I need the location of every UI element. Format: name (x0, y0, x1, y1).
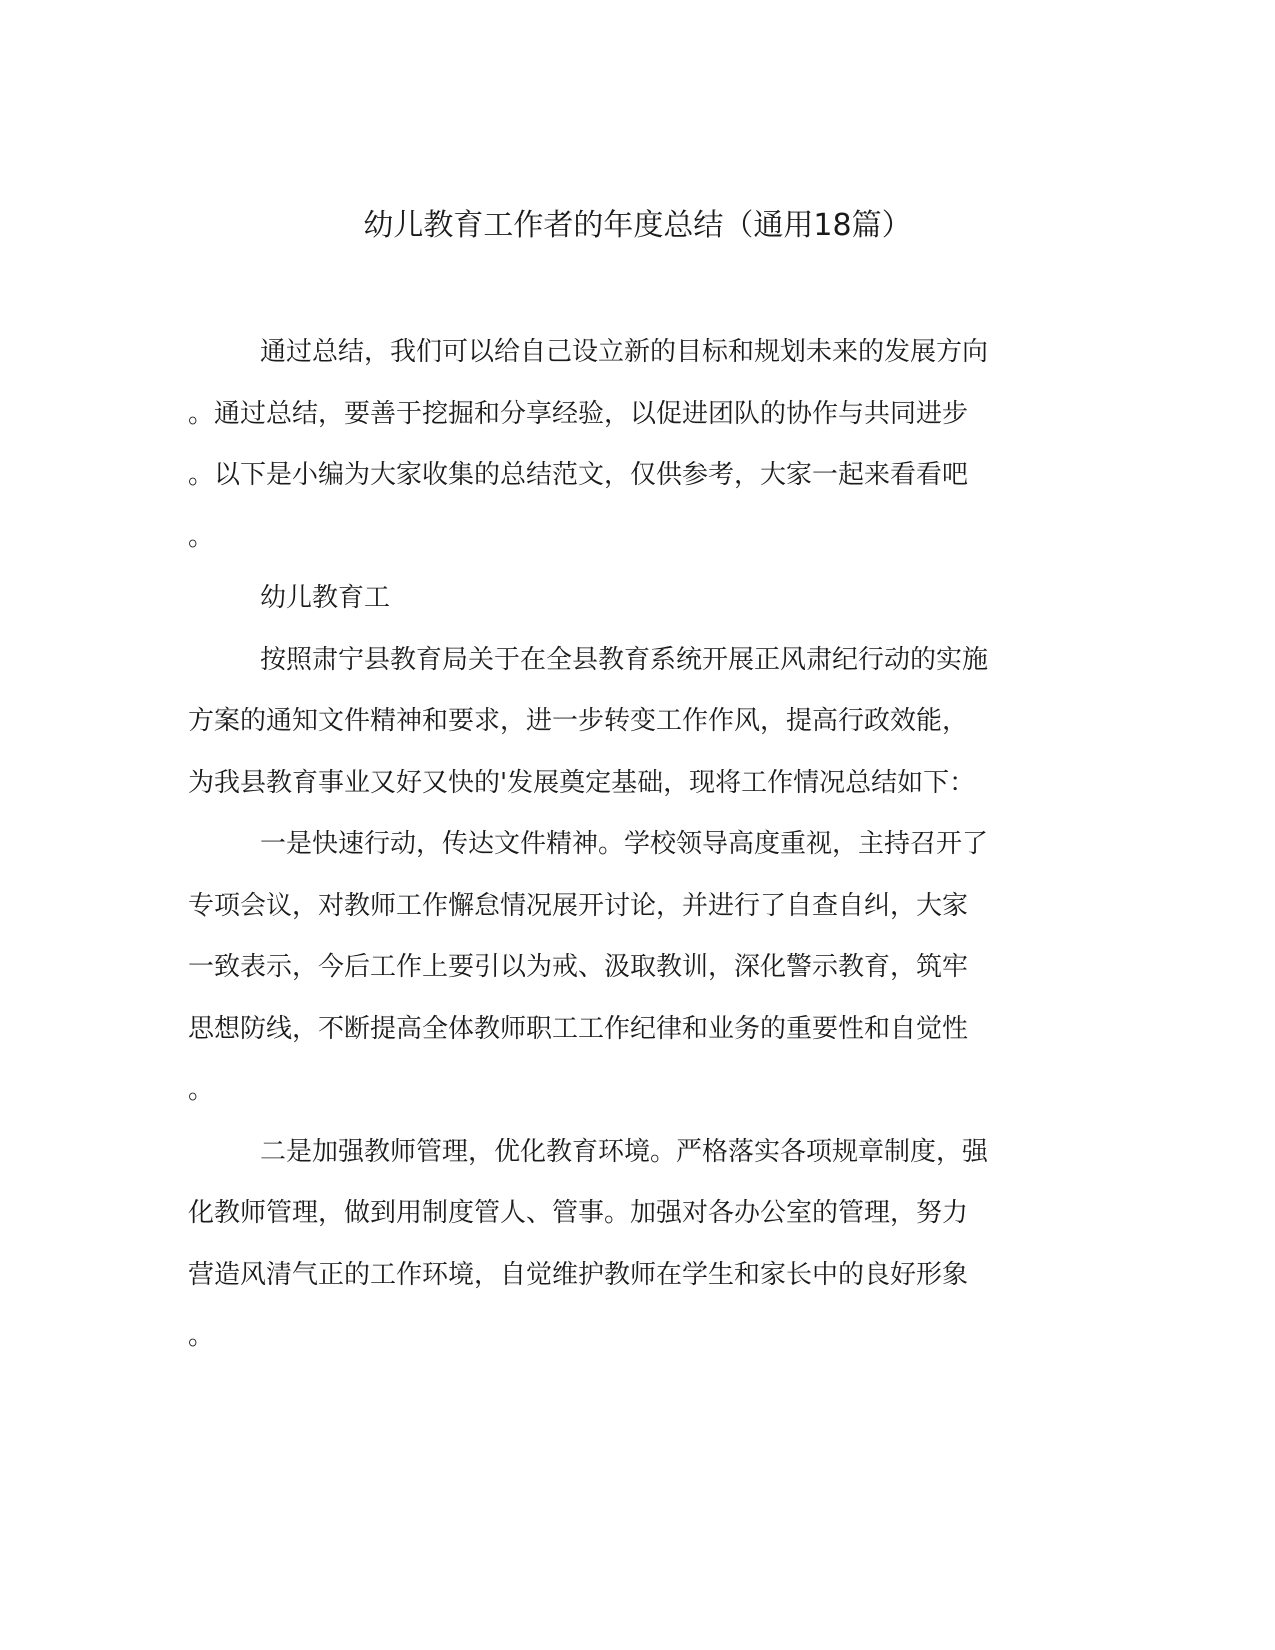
text-line: 方案的通知文件精神和要求，进一步转变工作作风，提高行政效能， (188, 706, 969, 736)
text-line: 。以下是小编为大家收集的总结范文，仅供参考，大家一起来看看吧 (188, 460, 969, 490)
paragraph-point-two (188, 1122, 1068, 1368)
text-line: 。通过总结，要善于挖掘和分享经验，以促进团队的协作与共同进步 (188, 398, 969, 429)
text-line: 。 (188, 1321, 215, 1351)
text-line: 思想防线，不断提高全体教师职工工作纪律和业务的重要性和自觉性 (188, 1013, 969, 1044)
text-line: 为我县教育事业又好又快的'发展奠定基础，现将工作情况总结如下： (188, 767, 976, 798)
text-line: 一是快速行动，传达文件精神。学校领导高度重视，主持召开了 (260, 829, 989, 859)
text-line: 。 (188, 1075, 215, 1105)
text-line: 化教师管理，做到用制度管人、管事。加强对各办公室的管理，努力 (188, 1198, 969, 1228)
paragraph-intro (188, 322, 1068, 568)
text-line: 通过总结，我们可以给自己设立新的目标和规划未来的发展方向 (260, 337, 989, 367)
paragraph-background (188, 630, 1068, 815)
text-line: 营造风清气正的工作环境，自觉维护教师在学生和家长中的良好形象 (188, 1259, 969, 1290)
text-line: 幼儿教育工 (260, 583, 391, 613)
document-body (188, 322, 1068, 1368)
text-line: 一致表示，今后工作上要引以为戒、汲取教训，深化警示教育，筑牢 (188, 952, 969, 982)
text-line: 。 (188, 521, 215, 552)
document-title: 幼儿教育工作者的年度总结（通用18篇） (363, 208, 912, 243)
paragraph-point-one (188, 814, 1068, 1122)
paragraph-subheading (188, 568, 1068, 630)
text-line: 专项会议，对教师工作懈怠情况展开讨论，并进行了自查自纠，大家 (188, 890, 969, 921)
text-line: 按照肃宁县教育局关于在全县教育系统开展正风肃纪行动的实施 (260, 644, 989, 675)
text-line: 二是加强教师管理，优化教育环境。严格落实各项规章制度，强 (260, 1136, 989, 1167)
